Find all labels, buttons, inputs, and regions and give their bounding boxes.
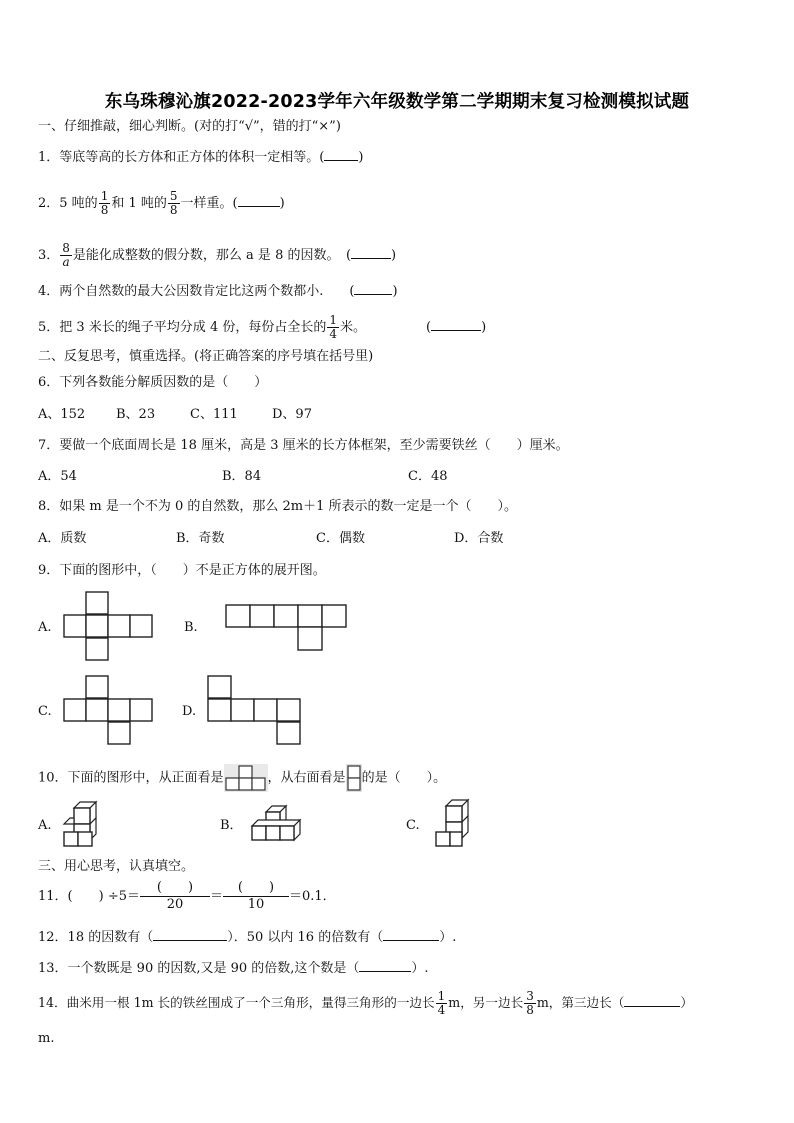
question-2-part-b: 和 1 吨的 [111,196,167,211]
question-11 [38,880,336,914]
question-11-part-a: 11．( ) ÷5＝ [38,889,140,904]
answer-blank-14[interactable] [624,992,680,1007]
equals-sign: ＝ [209,889,223,904]
question-7: 7．要做一个底面周长是 18 厘米，高是 3 厘米的长方体框架，至少需要铁丝（ ）厘米。 [38,438,569,453]
question-9: 9．下面的图形中，（ ）不是正方体的展开图。 [38,563,326,578]
fraction-1-4 [436,990,448,1017]
q6-option-c[interactable]: C、111 [190,407,238,422]
denominator: a [60,255,72,269]
question-11-part-b: ＝0.1． [289,889,336,904]
paren-close: ) [358,150,364,165]
fraction-blank-over-10 [223,880,289,913]
answer-blank-12a[interactable] [153,926,227,941]
question-14-part-c: m，第三边长（ [536,995,625,1010]
q8-option-a[interactable]: A．质数 [38,531,87,546]
denominator: 10 [223,896,289,913]
denominator: 4 [329,327,337,341]
q7-option-c[interactable]: C．48 [408,469,448,484]
question-12 [38,926,456,947]
answer-blank-5[interactable] [431,316,481,331]
section-2-heading: 二、反复思考，慎重选择。(将正确答案的序号填在括号里) [38,349,374,364]
fraction-1-8 [99,190,111,217]
question-2-part-a: 2．5 吨的 [38,196,98,211]
numerator: 1 [100,189,109,203]
paren-close: ) [481,320,487,335]
question-14-part-b: m，另一边长 [448,995,524,1010]
question-5 [38,314,486,341]
question-2 [38,190,285,217]
right-view-icon [346,764,362,792]
answer-blank-2[interactable] [238,192,280,207]
denominator: 20 [140,896,210,913]
section-3-heading: 三、用心思考，认真填空。 [38,859,195,874]
q7-option-a[interactable]: A．54 [38,469,77,484]
cube-stack-figure-b[interactable] [248,804,306,848]
question-1-text: 1．等底等高的长方体和正方体的体积一定相等。( [38,150,325,165]
question-10-part-c: 的是（ ）。 [361,770,447,786]
answer-blank-1[interactable] [324,146,358,161]
numerator: 1 [329,313,337,327]
answer-blank-13[interactable] [359,957,411,972]
question-4 [38,280,398,301]
question-12-part-c: ）. [439,930,457,945]
question-3-number: 3． [38,248,60,263]
front-view-icon [224,764,268,792]
q9-label-b[interactable]: B. [184,620,198,635]
cube-stack-figure-c[interactable] [432,798,474,852]
net-figure-c[interactable] [62,676,156,746]
question-6: 6．下列各数能分解质因数的是（ ） [38,375,268,390]
paren-close: ) [391,248,397,263]
question-1 [38,146,363,167]
question-13-close: ）. [411,961,429,976]
net-figure-d[interactable] [206,676,302,746]
question-14-part-a: 14．曲米用一根 1m 长的铁丝围成了一个三角形，量得三角形的一边长 [38,995,435,1010]
numerator-blank[interactable]: ( ) [156,880,194,895]
answer-blank-4[interactable] [354,280,392,295]
numerator: 1 [437,989,446,1003]
net-figure-b[interactable] [224,604,348,652]
fraction-3-8 [524,990,536,1017]
denominator: 8 [526,1003,534,1017]
q9-label-a[interactable]: A. [38,620,52,635]
question-5-unit: 米。 [339,320,366,335]
q6-option-d[interactable]: D、97 [272,407,312,422]
section-1-heading: 一、仔细推敲，细心判断。(对的打“√”，错的打“×”) [38,119,341,134]
q10-label-b[interactable]: B． [220,818,243,833]
q8-option-c[interactable]: C．偶数 [316,531,365,546]
paren-close: ) [392,284,398,299]
denominator: 8 [169,203,178,217]
question-10-part-b: ，从右面看是 [267,770,346,786]
question-10-part-a: 10．下面的图形中，从正面看是 [38,770,224,786]
q6-option-b[interactable]: B、23 [116,407,156,422]
question-5-text: 5．把 3 米长的绳子平均分成 4 份，每份占全长的 [38,320,327,335]
question-12-part-b: ）．50 以内 16 的倍数有（ [227,930,384,945]
q9-label-c[interactable]: C. [38,704,52,719]
page-title: 东乌珠穆沁旗2022-2023学年六年级数学第二学期期末复习检测模拟试题 [104,92,690,112]
numerator: 5 [169,189,178,203]
numerator: 3 [526,989,534,1003]
net-figure-a[interactable] [62,592,154,662]
q10-label-a[interactable]: A. [38,818,52,833]
paren-open: ( [426,320,432,335]
paren-close: ) [279,196,285,211]
numerator: 8 [62,241,70,255]
denominator: 8 [100,203,109,217]
question-10 [38,764,446,792]
question-13 [38,957,429,978]
q10-label-c[interactable]: C. [406,818,420,833]
paren-close: ） [680,995,693,1010]
question-12-part-a: 12．18 的因数有（ [38,930,154,945]
q7-option-b[interactable]: B．84 [222,469,262,484]
q6-option-a[interactable]: A、152 [38,407,86,422]
fraction-1-4 [327,314,339,341]
cube-stack-figure-a[interactable] [62,800,102,850]
question-4-text: 4．两个自然数的最大公因数肯定比这两个数都小. ( [38,284,355,299]
answer-blank-3[interactable] [351,244,391,259]
question-3-text: 是能化成整数的假分数，那么 a 是 8 的因数。 ( [72,248,352,263]
question-13-text: 13．一个数既是 90 的因数,又是 90 的倍数,这个数是（ [38,961,360,976]
question-3 [38,242,396,269]
q9-label-d[interactable]: D. [182,704,197,719]
numerator-blank[interactable]: ( ) [237,880,275,895]
fraction-8-a [60,242,72,269]
question-14-unit: m. [38,1031,55,1046]
question-2-part-c: 一样重。( [180,196,238,211]
q8-option-d[interactable]: D．合数 [454,531,504,546]
q8-option-b[interactable]: B．奇数 [176,531,225,546]
denominator: 4 [437,1003,446,1017]
fraction-blank-over-20 [140,880,210,913]
question-8: 8．如果 m 是一个不为 0 的自然数，那么 2m＋1 所表示的数一定是一个（ ）。 [38,499,518,514]
fraction-5-8 [168,190,180,217]
answer-blank-12b[interactable] [383,926,439,941]
question-14 [38,990,693,1017]
